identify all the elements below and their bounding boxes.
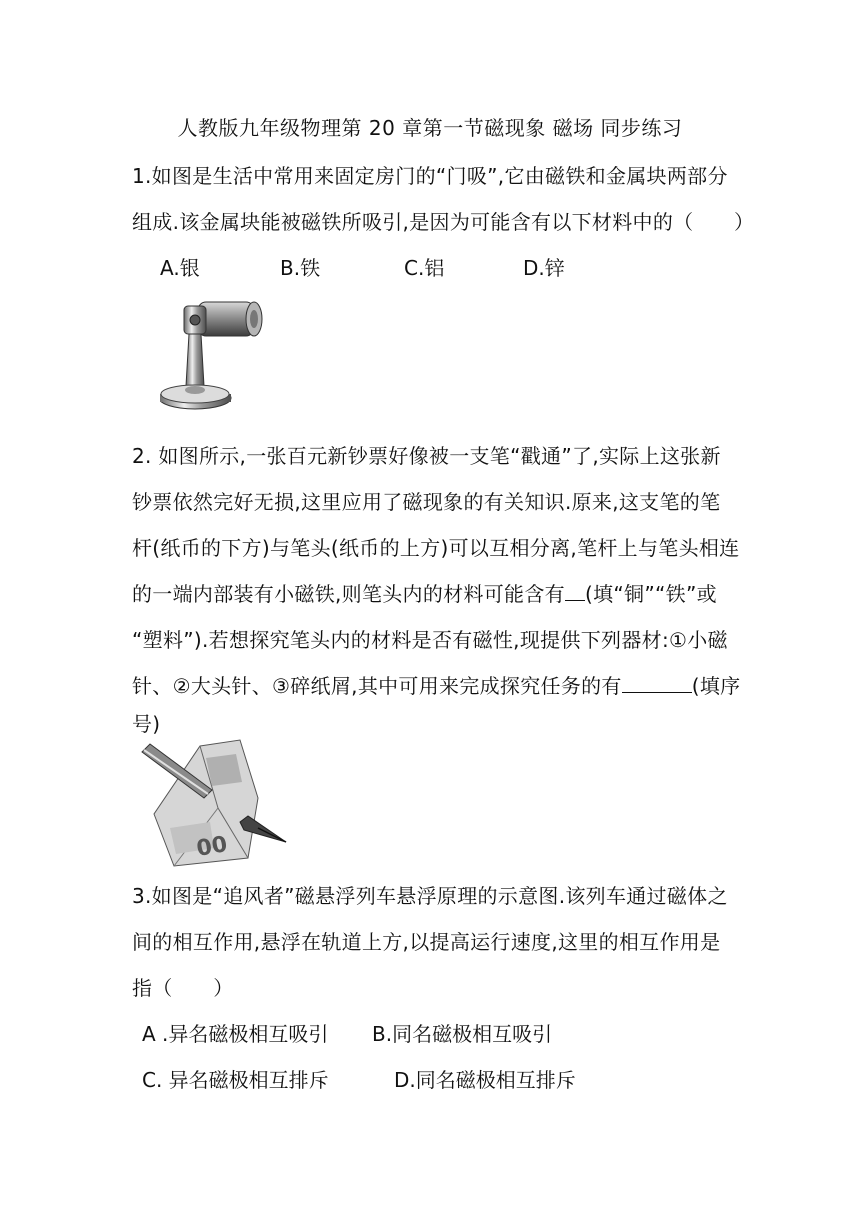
q2-line-6-after-blank: (填序	[691, 674, 741, 698]
q1-option-b: B.铁	[280, 256, 321, 280]
q1-text-line-1: 1.如图是生活中常用来固定房门的“门吸”,它由磁铁和金属块两部分	[132, 164, 728, 188]
q2-text-line-3: 杆(纸币的下方)与笔头(纸币的上方)可以互相分离,笔杆上与笔头相连	[132, 536, 740, 560]
q2-answer-blank-2[interactable]	[622, 691, 692, 693]
q2-line-4-before-blank: 的一端内部装有小磁铁,则笔头内的材料可能含有	[132, 582, 565, 606]
q2-text-line-1: 2. 如图所示,一张百元新钞票好像被一支笔“戳通”了,实际上这张新	[132, 444, 721, 468]
q2-text-line-7: 号)	[132, 712, 161, 736]
q2-line-6-before-blank: 针、②大头针、③碎纸屑,其中可用来完成探究任务的有	[132, 674, 622, 698]
q3-text-line-2: 间的相互作用,悬浮在轨道上方,以提高运行速度,这里的相互作用是	[132, 930, 721, 954]
q3-text-line-3: 指（ ）	[132, 976, 234, 1000]
q1-text-line-2: 组成.该金属块能被磁铁所吸引,是因为可能含有以下材料中的（ ）	[132, 210, 755, 234]
pen-banknote-figure	[140, 738, 290, 868]
q3-text-line-1: 3.如图是“追风者”磁悬浮列车悬浮原理的示意图.该列车通过磁体之	[132, 884, 728, 908]
q2-line-4-after-blank: (填“铜”“铁”或	[584, 582, 717, 606]
q3-option-a: A .异名磁极相互吸引	[142, 1022, 329, 1046]
page-title: 人教版九年级物理第 20 章第一节磁现象 磁场 同步练习	[177, 116, 683, 140]
q1-option-c: C.铝	[404, 256, 445, 280]
q2-text-line-2: 钞票依然完好无损,这里应用了磁现象的有关知识.原来,这支笔的笔	[132, 490, 721, 514]
door-stopper-figure	[160, 290, 270, 418]
q2-answer-blank-1[interactable]	[565, 599, 585, 601]
q1-option-d: D.锌	[523, 256, 565, 280]
q2-text-line-5: “塑料”).若想探究笔头内的材料是否有磁性,现提供下列器材:①小磁	[132, 628, 728, 652]
q2-text-line-4	[132, 578, 742, 607]
q3-option-c: C. 异名磁极相互排斥	[142, 1068, 329, 1092]
q3-option-b: B.同名磁极相互吸引	[372, 1022, 553, 1046]
banknote-denomination: 00	[194, 831, 230, 862]
q1-option-a: A.银	[160, 256, 200, 280]
q2-text-line-6	[132, 670, 742, 699]
q3-option-d: D.同名磁极相互排斥	[394, 1068, 576, 1092]
